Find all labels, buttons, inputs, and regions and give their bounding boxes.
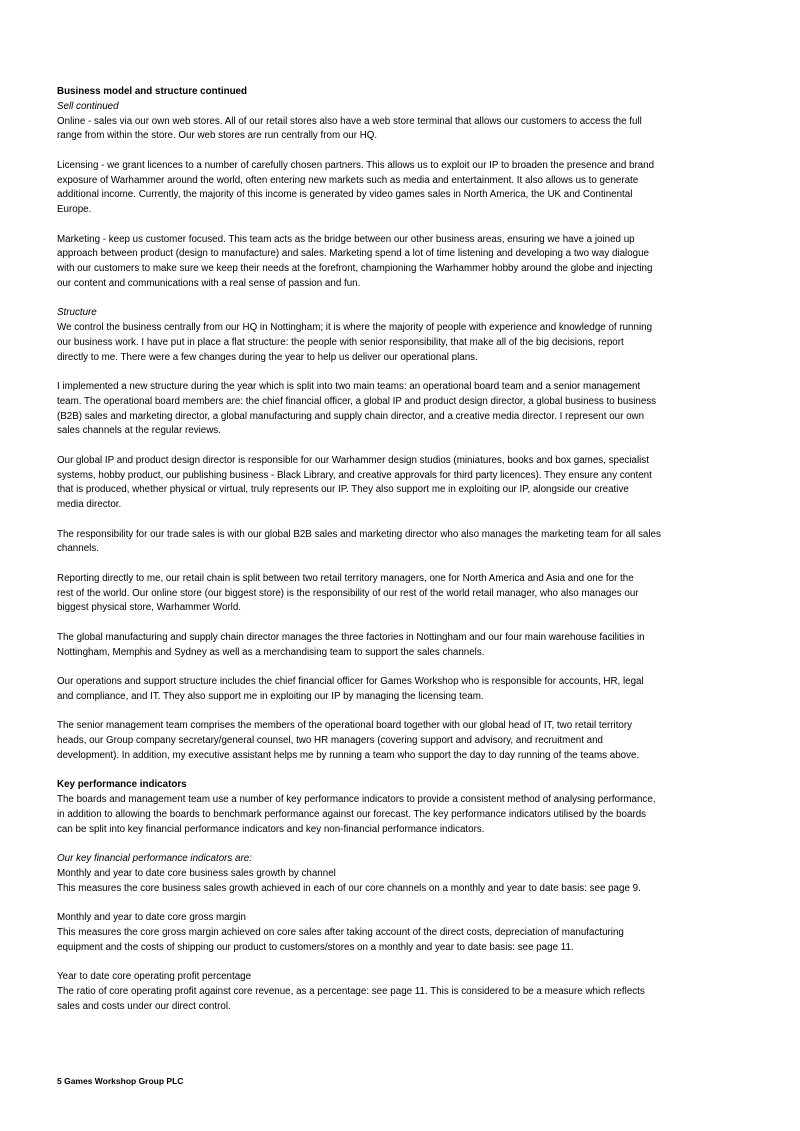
paragraph (57, 321, 757, 365)
text-line: Nottingham, Memphis and Sydney as well as a merchandising team to support the sales channels. (57, 646, 485, 658)
text-line: The senior management team comprises the members of the operational board together with our global head of IT, two retail territory (57, 720, 633, 732)
text-line: Sell continued (57, 100, 119, 112)
text-line: development). In addition, my executive assistant helps me by running a team who support the day to day running of the teams above. (57, 749, 640, 761)
paragraph (57, 926, 757, 956)
text-line: equipment and the costs of shipping our product to customers/stores on a monthly and year to date basis: see page 11. (57, 941, 574, 953)
text-line: sales channels at the regular reviews. (57, 425, 221, 437)
section-heading (57, 85, 757, 100)
subheading (57, 100, 757, 115)
paragraph (57, 454, 757, 513)
page-footer: 5 Games Workshop Group PLC (57, 1076, 184, 1086)
text-line: in addition to allowing the boards to benchmark performance against our forecast. The key performance indicators utilised by the boards (57, 808, 647, 820)
text-line: Europe. (57, 204, 92, 215)
text-line: Reporting directly to me, our retail chain is split between two retail territory managers, one for North America and Asia and one for the (57, 572, 634, 584)
text-line: Key performance indicators (57, 779, 187, 791)
paragraph (57, 631, 757, 661)
text-line: directly to me. There were a few changes during the year to help us deliver our operational plans. (57, 351, 478, 363)
text-line: heads, our Group company secretary/general counsel, two HR managers (covering support and advisory, and recruitment and (57, 735, 604, 746)
text-line: Business model and structure continued (57, 86, 247, 97)
text-line: The ratio of core operating profit against core revenue, as a percentage: see page 11. This is considered to be a measure which reflects (57, 985, 645, 997)
text-line: exposure of Warhammer around the world, often entering new markets such as media and entertainment. It also allows us to generate (57, 174, 639, 186)
text-line: Structure (57, 307, 97, 319)
paragraph (57, 675, 757, 705)
text-line: Licensing - we grant licences to a number of carefully chosen partners. This allows us to exploit our IP to broaden the presence and brand (57, 159, 655, 171)
text-line: (B2B) sales and marketing director, a global manufacturing and supply chain director, and a creative media director. I represent our own (57, 410, 645, 422)
subheading (57, 306, 757, 321)
paragraph (57, 882, 757, 897)
paragraph (57, 985, 757, 1015)
subheading (57, 852, 757, 867)
paragraph (57, 380, 757, 439)
text-line: sales and costs under our direct control. (57, 1000, 231, 1012)
text-line: media director. (57, 499, 122, 510)
text-line: approach between product (design to manufacture) and sales. Marketing spend a lot of time listening and developing a two way dialogue (57, 248, 649, 260)
text-line: Our key financial performance indicators are: (57, 853, 252, 864)
text-line: systems, hobby product, our publishing business - Black Library, and creative approvals for third party licences). They ensure any content (57, 469, 652, 481)
text-line: additional income. Currently, the majority of this income is generated by video games sales in North America, the UK and Continental (57, 189, 633, 201)
text-line: Year to date core operating profit percentage (57, 971, 252, 982)
text-line: The boards and management team use a number of key performance indicators to provide a consistent method of analysing performance, (57, 794, 656, 805)
text-line: team. The operational board members are: the chief financial officer, a global IP and product design director, a global business to business (57, 395, 657, 407)
text-line: and compliance, and IT. They also support me in exploiting our IP by managing the licensing team. (57, 690, 484, 702)
text-line: This measures the core gross margin achieved on core sales after taking account of the direct costs, depreciation of manufacturing (57, 926, 624, 938)
text-line: Monthly and year to date core gross margin (57, 912, 246, 923)
section-heading (57, 778, 757, 793)
paragraph (57, 867, 757, 882)
text-line: The global manufacturing and supply chain director manages the three factories in Nottingham and our four main warehouse facilities in (57, 631, 645, 643)
paragraph (57, 159, 757, 218)
document-body (57, 85, 757, 1029)
text-line: Monthly and year to date core business sales growth by channel (57, 867, 336, 879)
paragraph (57, 233, 757, 292)
text-line: Online - sales via our own web stores. All of our retail stores also have a web store terminal that allows our customers to access the full (57, 115, 642, 127)
paragraph (57, 528, 757, 558)
text-line: The responsibility for our trade sales is with our global B2B sales and marketing director who also manages the marketing team for all sales (57, 528, 661, 540)
paragraph (57, 115, 757, 145)
text-line: Marketing - keep us customer focused. This team acts as the bridge between our other business areas, ensuring we have a joined up (57, 233, 635, 245)
text-line: our business work. I have put in place a flat structure: the people with senior responsibility, that make all of the big decisions, report (57, 336, 624, 348)
paragraph (57, 793, 757, 837)
paragraph (57, 572, 757, 616)
text-line: with our customers to make sure we keep their needs at the forefront, championing the Warhammer hobby around the globe and injecting (57, 263, 653, 274)
paragraph (57, 719, 757, 763)
text-line: channels. (57, 543, 99, 555)
text-line: range from within the store. Our web stores are run centrally from our HQ. (57, 130, 378, 142)
text-line: Our global IP and product design director is responsible for our Warhammer design studios (miniatures, books and box games, specialist (57, 454, 649, 466)
text-line: our content and communications with a real sense of passion and fun. (57, 277, 361, 289)
text-line: biggest physical store, Warhammer World. (57, 602, 242, 614)
text-line: rest of the world. Our online store (our biggest store) is the responsibility of our rest of the world retail manager, who also manages our (57, 587, 639, 599)
text-line: This measures the core business sales growth achieved in each of our core channels on a monthly and year to date basis: see page 9. (57, 882, 641, 894)
text-line: We control the business centrally from our HQ in Nottingham; it is where the majority of people with experience and knowledge of running (57, 322, 653, 333)
text-line: I implemented a new structure during the year which is split into two main teams: an operational board team and a senior management (57, 381, 641, 392)
text-line: can be split into key financial performance indicators and key non-financial performance indicators. (57, 823, 485, 835)
paragraph (57, 911, 757, 926)
text-line: Our operations and support structure includes the chief financial officer for Games Workshop who is responsible for accounts, HR, legal (57, 676, 644, 687)
text-line: that is produced, whether physical or virtual, truly represents our IP. They also support me in exploiting our IP, alongside our creative (57, 484, 629, 496)
paragraph (57, 970, 757, 985)
